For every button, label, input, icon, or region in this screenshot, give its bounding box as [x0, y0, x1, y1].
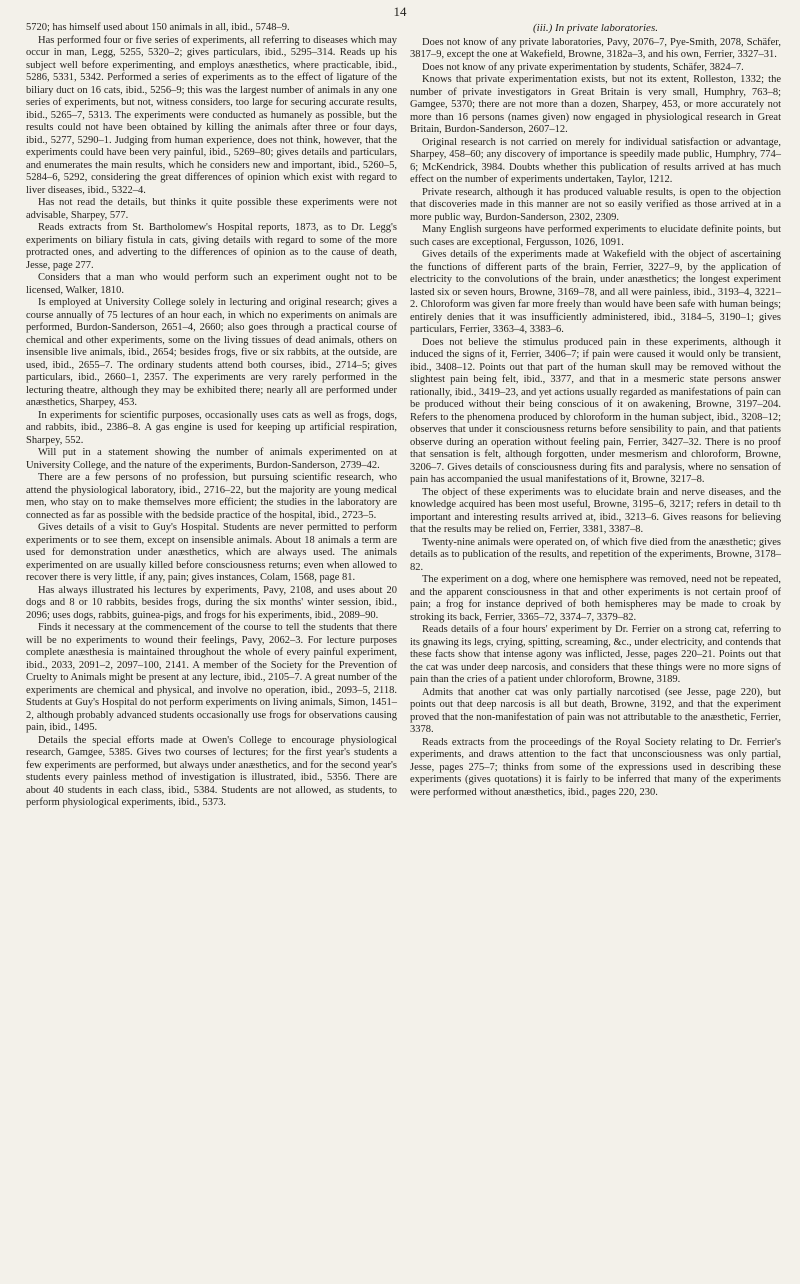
paragraph: Original research is not carried on merely for individual satisfaction or advantage, Sharpey, 458–60; any discovery of importance is speedily made public, Humphry, 774–6; McKendrick, 3984. Doubts whether this publication of results arrived at has much effect on the number of experiments undertaken, Taylor, 1212. — [410, 136, 781, 185]
paragraph: Does not know of any private experimentation by students, Schäfer, 3824–7. — [422, 61, 744, 73]
paragraph: Reads extracts from the proceedings of the Royal Society relating to Dr. Ferrier's experiments, and draws attention to the fact that unconsciousness was only partial, Jesse, pages 275–7; thinks from some of the expressions used in describing these experiments (gives quotations) it is fairly to be inferred that many of the experiments were performed without anæsthetics, ibid., pages 220, 230. — [410, 736, 781, 798]
paragraph: There are a few persons of no profession, but pursuing scientific research, who attend the physiological laboratory, ibid., 2716–22, but the majority are young medical men, who stay on to make themselves more efficient; the studies in the laboratory are connected as far as possible with the bedside practice of the hospital, ibid., 2723–5. — [26, 472, 397, 521]
paragraph: The object of these experiments was to elucidate brain and nerve diseases, and the knowledge acquired has been most useful, Browne, 3195–6, 3217; refers in detail to th important and interesting results arrived at, ibid., 3213–6. Gives reasons for believing that the results may be relied on, Ferrier, 3381, 3387–8. — [410, 486, 781, 535]
paragraph: Has always illustrated his lectures by experiments, Pavy, 2108, and uses about 20 dogs and 8 or 10 rabbits, besides frogs, during the six months' winter session, ibid., 2096; uses dogs, rabbits, guinea-pigs, and frogs for his experiments, ibid., 2089–90. — [26, 584, 397, 621]
paragraph: Many English surgeons have performed experiments to elucidate definite points, but such cases are exceptional, Fergusson, 1026, 1091. — [410, 224, 781, 248]
paragraph: Details the special efforts made at Owen's College to encourage physiological research, Gamgee, 5385. Gives two courses of lectures; for the first year's students a few experiments are performed, but always under anæsthetics, and for the second year's students every painless method of investigation is illustrated, ibid., 5356. There are about 40 students in each class, ibid., 5384. Students are not allowed, as students, to perform physiological experiments, ibid., 5373. — [26, 734, 397, 808]
paragraph: Gives details of a visit to Guy's Hospital. Students are never permitted to perform experiments or to see them, except on insensible animals. About 18 animals a term are used for demonstration under anæsthetics, which are always used. The animals experimented on are usually killed before consciousness returns; even when allowed to recover there is very little, if any, pain; gives instances, Colam, 1568, page 81. — [26, 522, 397, 583]
paragraph: Knows that private experimentation exists, but not its extent, Rolleston, 1332; the number of private investigators in Great Britain is very small, Humphry, 763–8; Gamgee, 5370; there are not more than a dozen, Sharpey, 453, or more accurately not more than 16 persons (names given) now engaged in physiological research in Great Britain, Burdon-Sanderson, 2607–12. — [410, 74, 781, 135]
paragraph: 5720; has himself used about 150 animals in all, ibid., 5748–9. — [26, 22, 290, 33]
paragraph: Considers that a man who would perform such an experiment ought not to be licensed, Walker, 1810. — [26, 272, 397, 296]
paragraph: Reads extracts from St. Bartholomew's Hospital reports, 1873, as to Dr. Legg's experiments on biliary fistula in cats, giving details with regard to some of the more protracted ones, and adverting to the differences of opinion as to the cause of death, Jesse, page 277. — [26, 222, 397, 271]
paragraph: Finds it necessary at the commencement of the course to tell the students that there will be no experiments to wound their feelings, Pavy, 2062–3. For lecture purposes complete anæsthesia is maintained throughout the whole of every painful experiment, ibid., 2033, 2091–2, 2097–100, 2141. A member of the Society for the Prevention of Cruelty to Animals might be present at any lecture, ibid., 2105–7. A great number of the experiments are chemical and physical, and involve no operation, ibid., 2093–5, 2118. Students at Guy's Hospital do not perform experiments on living animals, Simon, 1451–2, although probably advanced students occasionally use frogs for observations causing pain, ibid., 1495. — [26, 622, 397, 733]
paragraph: In experiments for scientific purposes, occasionally uses cats as well as frogs, dogs, and rabbits, ibid., 2386–8. A gas engine is used for keeping up artificial respiration, Sharpey, 552. — [26, 409, 397, 446]
paragraph: Has performed four or five series of experiments, all referring to diseases which may occur in man, Legg, 5255, 5320–2; gives particulars, ibid., 5295–314. Reads up his subject well before experimenting, and employs anæsthetics, where practicable, ibid., 5286, 5331, 5342. Performed a series of experiments as to the effect of ligature of the biliary duct on 16 cats, ibid., 5256–9; this was the largest number of animals in any one series of experiments, but not, witness considers, too large for securing accurate results, ibid., 5265–7, 5313. The experiments were conducted as humanely as possible, but the results could not have been obtained by killing the animals after three or four days, ibid., 5277, 5290–1. Judging from human experience, does not think, however, that the experiments could have been very painful, ibid., 5269–80; gives details and particulars, and enumerates the main results, which he considers new and important, ibid., 5260–5, 5284–6, 5292, considering the great differences of opinion which exist with regard to liver diseases, ibid., 5322–4. — [26, 34, 397, 196]
paragraph: Admits that another cat was only partially narcotised (see Jesse, page 220), but points out that deep narcosis is all but death, Browne, 3192, and that the experiment proved that the non-manifestation of pain was not attributable to the anæsthetic, Ferrier, 3378. — [410, 686, 781, 735]
paragraph: The experiment on a dog, where one hemisphere was removed, need not be repeated, and the apparent consciousness in that and other experiments is not certain proof of pain; a frog for instance deprived of both hemispheres may be made to croak by stroking its back, Ferrier, 3365–72, 3374–7, 3379–82. — [410, 574, 781, 623]
paragraph: Does not know of any private laboratories, Pavy, 2076–7, Pye-Smith, 2078, Schäfer, 3817–9, except the one at Wakefield, Browne, 3182a–3, and his own, Ferrier, 3327–31. — [410, 36, 781, 60]
paragraph: Does not believe the stimulus produced pain in these experiments, although it induced the signs of it, Ferrier, 3406–7; if pain were caused it would only be transient, ibid., 3408–12. Points out that part of the human skull may be removed without the slightest pain being felt, ibid., 3377, and that in a mesmeric state persons answer rationally, ibid., 3419–23, and yet actions usually regarded as manifestations of pain can be produced without their being conscious of it on awakening, Browne, 3197–204. Refers to the phenomena produced by chloroform in the human subject, ibid., 3208–12; observes that under it consciousness returns before sensibility to pain, and that patients observe during an operation without feeling pain, Ferrier, 3427–32. There is no proof that sensation is felt, although forgotten, under mesmerism and chloroform, Browne, 3206–7. Gives details of consciousness during fits and paralysis, where no sensation of pain has accompanied the usual manifestations of it, Browne, 3217–8. — [410, 336, 781, 485]
left-column — [26, 22, 397, 810]
paragraph: Has not read the details, but thinks it quite possible these experiments were not advisable, Sharpey, 577. — [26, 197, 397, 221]
paragraph: Is employed at University College solely in lecturing and original research; gives a course annually of 75 lectures of an hour each, in which no experiments on animals are performed, Burdon-Sanderson, 2651–4, 2660; also goes through a practical course of chemical and other experiments, some on the living tissues of dead animals, others on insensible live animals, ibid., 2654; besides frogs, five or six rabbits, at the outside, are used, ibid., 2655–7. The ordinary students attend both courses, ibid., 2714–5; gives particulars, ibid., 2660–1, 2357. The experiments are very rarely performed in the lecturing theatre, although they may be exhibited there; nearly all are performed under anæsthetics, Sharpey, 453. — [26, 297, 397, 408]
paragraph: Twenty-nine animals were operated on, of which five died from the anæsthetic; gives details as to publication of the results, and repetition of the experiments, Browne, 3178–82. — [410, 536, 781, 573]
page-number: 14 — [393, 4, 407, 19]
paragraph: Reads details of a four hours' experiment by Dr. Ferrier on a strong cat, referring to its gnawing its legs, crying, spitting, screaming, &c., under electricity, and contends that these facts show that intense agony was inflicted, Jesse, pages 220–21. Points out that the cat was under deep narcosis, and considers that these things were no more signs of pain than the cries of a patient under chloroform, Browne, 3189. — [410, 624, 781, 685]
right-column — [410, 22, 781, 799]
paragraph: Gives details of the experiments made at Wakefield with the object of ascertaining the functions of different parts of the brain, Ferrier, 3227–9, by the application of electricity to the convolutions of the brain, under anæsthetics; the longest experiment lasted six or seven hours, Browne, 3169–78, and all were painless, ibid., 3193–4, 3221–2. Chloroform was given far more freely than would have been safe with human beings; entirely denies that it was insufficiently administered, ibid., 3184–5, 3190–1; gives particulars, Ferrier, 3363–4, 3383–6. — [410, 249, 781, 335]
section-heading: (iii.) In private laboratories. — [533, 22, 658, 34]
paragraph: Will put in a statement showing the number of animals experimented on at University College, and the nature of the experiments, Burdon-Sanderson, 2739–42. — [26, 447, 397, 471]
paragraph: Private research, although it has produced valuable results, is open to the objection that discoveries made in this manner are not so easily verified as those arrived at in a more public way, Burdon-Sanderson, 2302, 2309. — [410, 186, 781, 223]
